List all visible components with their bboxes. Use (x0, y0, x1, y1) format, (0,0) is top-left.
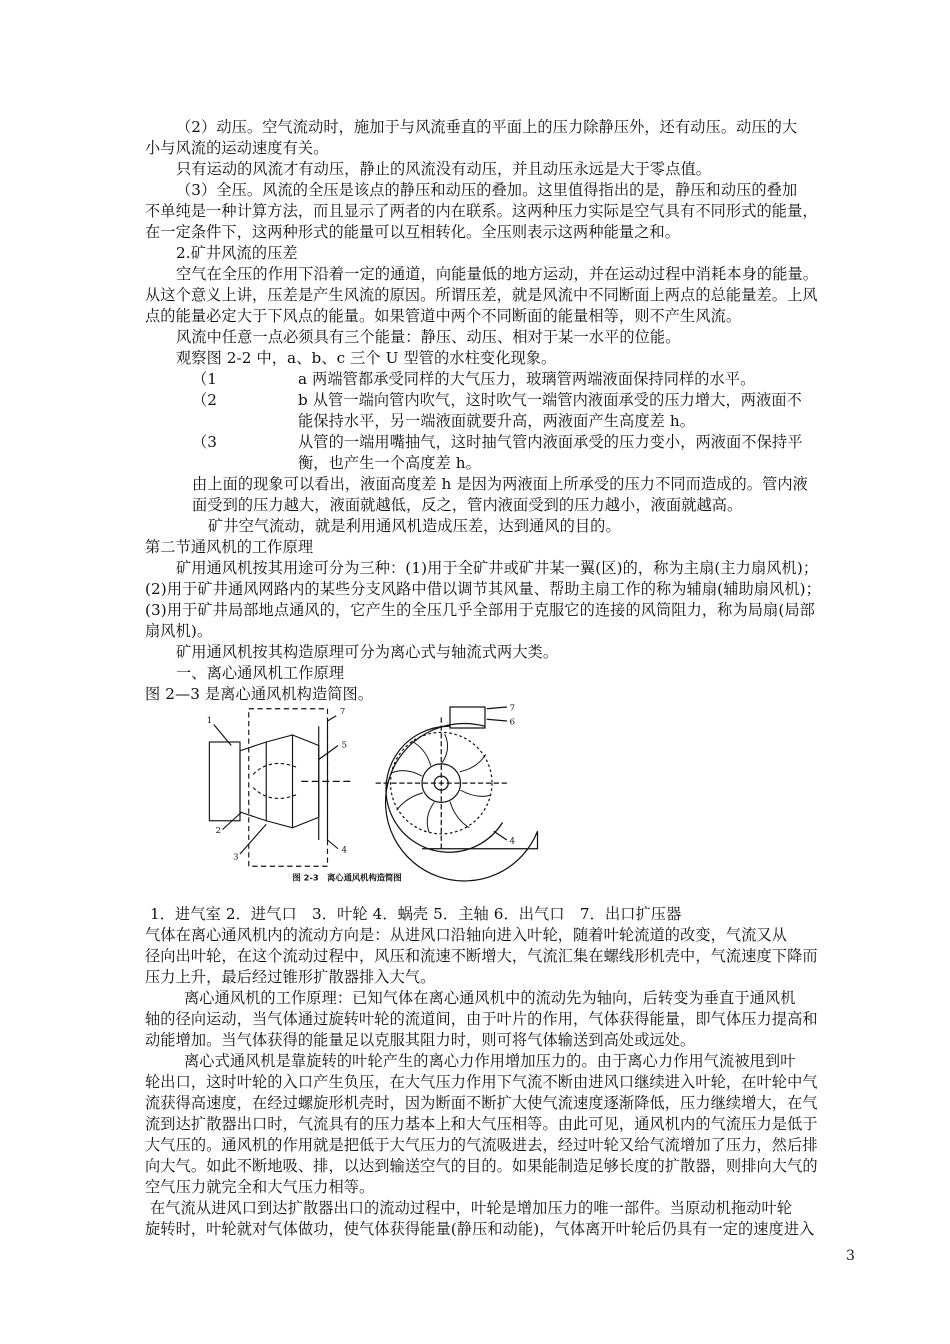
fig-label: 4 (341, 845, 348, 856)
text-line: 空气在全压的作用下沿着一定的通道，向能量低的地方运动，并在运动过程中消耗本身的能量。 (176, 265, 819, 283)
fig-label: 2 (215, 826, 222, 836)
text-line: 压力上升，最后经过锥形扩散器排入大气。 (145, 968, 436, 986)
list-text: b 从管一端向管内吹气，这时吹气一端管内液面承受的压力增大，两液面不 (298, 391, 802, 409)
text-line: 只有运动的风流才有动压，静止的风流没有动压，并且动压永远是大于零点值。 (176, 160, 712, 178)
text-line: 轮出口，这时叶轮的入口产生负压，在大气压力作用下气流不断由进风口继续进入叶轮，在叶轮中气 (145, 1073, 818, 1091)
text-line: 动能增加。当气体获得的能量足以克服其阻力时，则可将气体输送到高处或远处。 (145, 1031, 696, 1049)
text-line: 径向出叶轮，在这个流动过程中，风压和流速不断增大，气流汇集在螺线形机壳中，气流速度下降而 (145, 947, 818, 965)
text-line: 流获得高速度，在经过螺旋形机壳时，因为断面不断扩大使气流速度逐渐降低，压力继续增大，在气 (145, 1094, 818, 1112)
centrifugal-fan-diagram (150, 700, 750, 910)
fig-label: 1 (206, 715, 213, 726)
text-line: 图 2—3 是离心通风机构造简图。 (145, 685, 374, 703)
text-line: 面受到的压力越大，液面就越低，反之，管内液面受到的压力越小，液面就越高。 (192, 496, 743, 514)
figure-caption: 图 2-3 离心通风机构造简图 (292, 872, 402, 883)
fig-label: 7 (509, 703, 516, 714)
text-line: 大气压的。通风机的作用就是把低于大气压力的气流吸进去，经过叶轮又给气流增加了压力，然后排 (145, 1136, 818, 1154)
text-line: 扇风机)。 (145, 622, 213, 640)
list-text: a 两端管都承受同样的大气压力，玻璃管两端液面保持同样的水平。 (298, 370, 756, 388)
text-line: 离心式通风机是靠旋转的叶轮产生的离心力作用增加压力的。由于离心力作用气流被甩到叶 (184, 1052, 796, 1070)
text-line: (3)用于矿井局部地点通风的，它产生的全压几乎全部用于克服它的连接的风筒阻力，称为局扇(局部 (145, 601, 815, 619)
text-line: 在气流从进风口到达扩散器出口的流动过程中，叶轮是增加压力的唯一部件。当原动机拖动叶轮 (150, 1199, 793, 1217)
volute-casing (386, 723, 538, 881)
list-text: 衡，也产生一个高度差 h。 (298, 454, 481, 472)
text-line: (2)用于矿井通风网路内的某些分支风路中借以调节其风量、帮助主扇工作的称为辅扇(辅助扇风机)； (145, 580, 821, 598)
list-text: 从管的一端用嘴抽气，这时抽气管内液面承受的压力变小，两液面不保持平 (298, 433, 803, 451)
text-line: 流到达扩散器出口时，气流具有的压力基本上和大气压相等。由此可见，通风机内的气流压力是低于 (145, 1115, 818, 1133)
fig-label: 5 (341, 740, 348, 751)
fig-label: 4 (509, 836, 516, 847)
fig-label: 3 (233, 852, 239, 863)
section-title: 第二节通风机的工作原理 (145, 538, 314, 556)
text-line: （2）动压。空气流动时，施加于与风流垂直的平面上的压力除静压外，还有动压。动压的大 (176, 118, 798, 136)
text-line: 由上面的现象可以看出，液面高度差 h 是因为两液面上所承受的压力不同而造成的。管内液 (192, 475, 808, 493)
text-line: 从这个意义上讲，压差是产生风流的原因。所谓压差，就是风流中不同断面上两点的总能量差。上风 (145, 286, 818, 304)
inlet-cone (240, 742, 266, 821)
text-line: 矿用通风机按其用途可分为三种：(1)用于全矿井或矿井某一翼(区)的，称为主扇(主力扇风机)； (176, 559, 819, 577)
inlet-chamber (209, 742, 240, 821)
list-number: （2 (192, 391, 218, 409)
text-line: 在一定条件下，这两种形式的能量可以互相转化。全压则表示这两种能量之和。 (145, 223, 681, 241)
fig-label: 6 (509, 717, 516, 728)
text-line: 小与风流的运动速度有关。 (145, 139, 329, 157)
text-line: 矿井空气流动，就是利用通风机造成压差，达到通风的目的。 (208, 517, 621, 535)
text-line: 点的能量必定大于下风点的能量。如果管道中两个不同断面的能量相等，则不产生风流。 (145, 307, 742, 325)
text-line: 空气压力就完全和大气压力相等。 (145, 1178, 375, 1196)
text-line: 风流中任意一点必须具有三个能量：静压、动压、相对于某一水平的位能。 (176, 328, 681, 346)
list-text: 能保持水平，另一端液面就要升高，两液面产生高度差 h。 (298, 412, 695, 430)
text-line: 旋转时，叶轮就对气体做功，使气体获得能量(静压和动能)，气体离开叶轮后仍具有一定的速度进入 (145, 1220, 815, 1238)
text-line: 矿用通风机按其构造原理可分为离心式与轴流式两大类。 (176, 643, 559, 661)
subheading: 2.矿井风流的压差 (176, 244, 298, 262)
text-line: 气体在离心通风机内的流动方向是：从进风口沿轴向进入叶轮，随着叶轮流道的改变，气流又从 (145, 926, 788, 944)
fig-label: 7 (339, 707, 346, 717)
list-number: （3 (192, 433, 218, 451)
list-number: （1 (192, 370, 218, 388)
figure-legend: 1．进气室 2．进气口 3．叶轮 4．蜗壳 5．主轴 6．出气口 7．出口扩压器 (150, 905, 682, 923)
text-line: 不单纯是一种计算方法，而且显示了两者的内在联系。这两种压力实际是空气具有不同形式的能量， (145, 202, 818, 220)
subheading: 一、离心通风机工作原理 (176, 664, 345, 682)
page-number: 3 (846, 1248, 855, 1264)
text-line: 轴的径向运动，当气体通过旋转叶轮的流道间，由于叶片的作用，气体获得能量，即气体压力提高和 (145, 1010, 818, 1028)
casing-outline (249, 709, 328, 867)
text-line: 向大气。如此不断地吸、排，以达到输送空气的目的。如果能制造足够长度的扩散器，则排向大气的 (145, 1157, 818, 1175)
text-line: （3）全压。风流的全压是该点的静压和动压的叠加。这里值得指出的是，静压和动压的叠加 (176, 181, 798, 199)
text-line: 离心通风机的工作原理：已知气体在离心通风机中的流动先为轴向，后转变为垂直于通风机 (184, 989, 796, 1007)
text-line: 观察图 2-2 中，a、b、c 三个 U 型管的水柱变化现象。 (176, 349, 557, 367)
